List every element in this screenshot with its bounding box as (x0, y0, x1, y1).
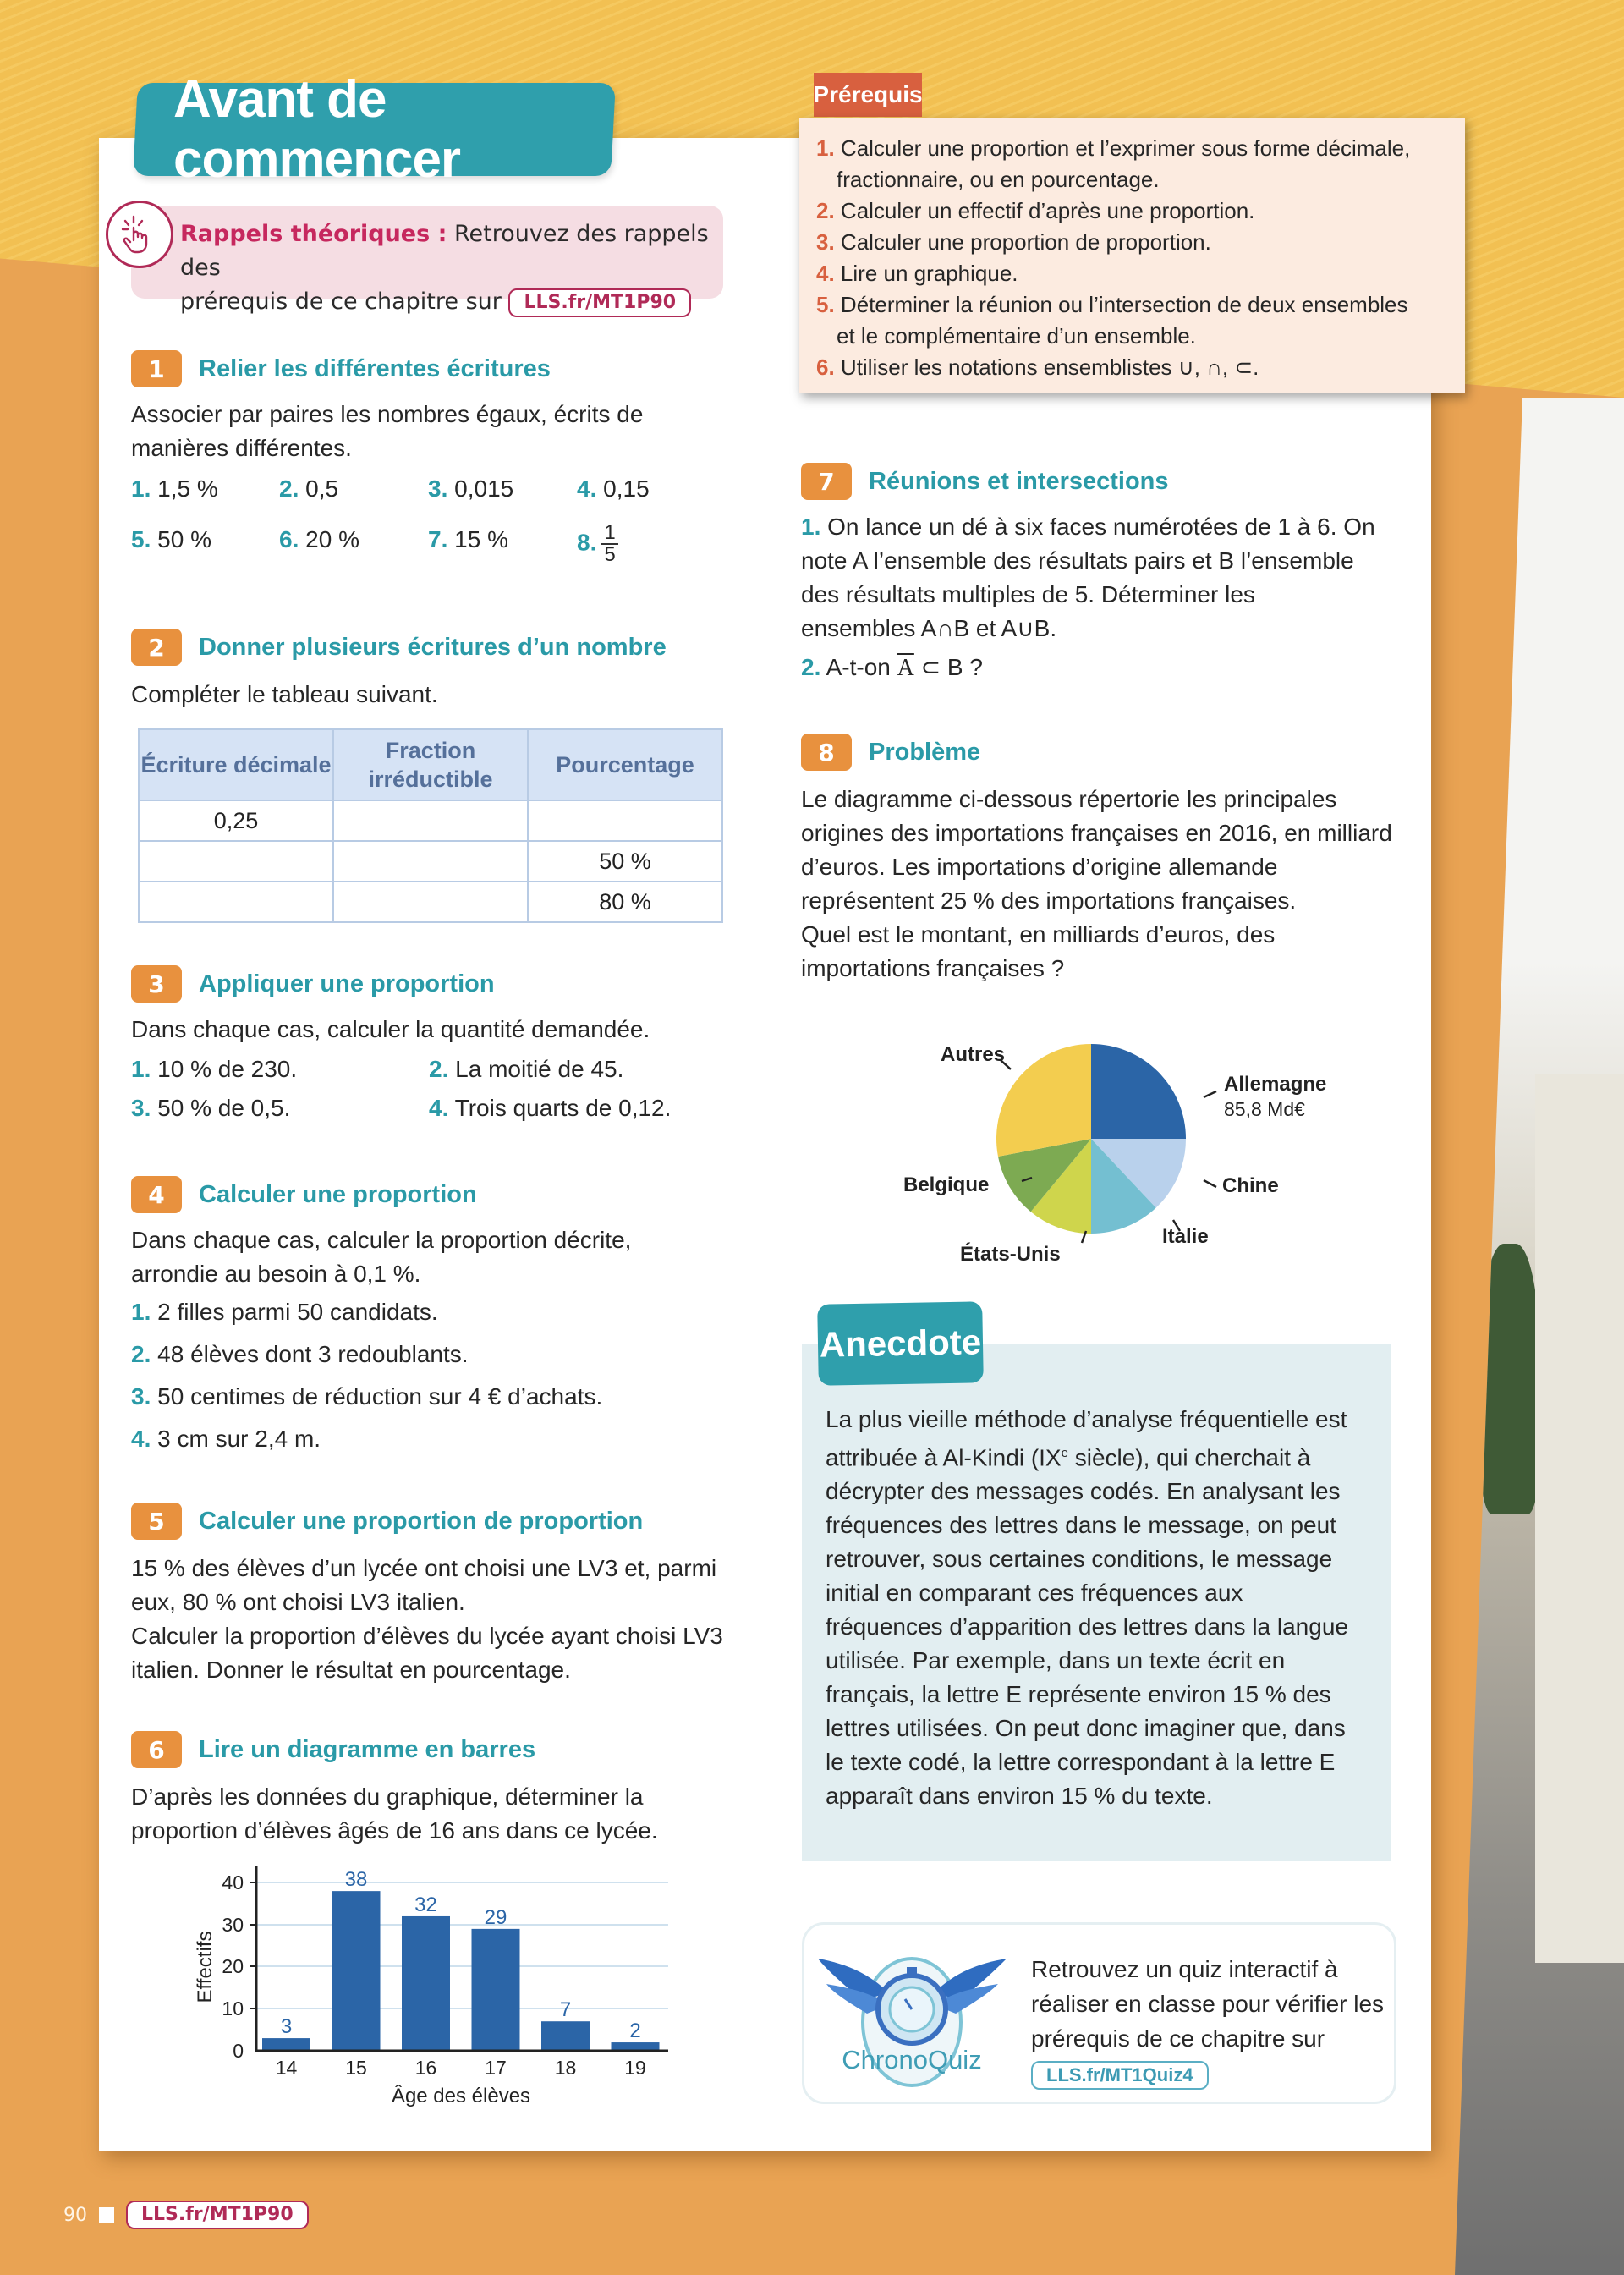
exercise-intro: D’après les données du graphique, déterminer la proportion d’élèves âgés de 16 ans dans ce lycée. (131, 1783, 658, 1844)
item: 8. $\frac{1}{5}$ (577, 523, 704, 565)
table-header: Fraction irréductible (333, 729, 528, 800)
chronoquiz-box (802, 1922, 1396, 2104)
prerequis-item: 1. Calculer une proportion et l’exprimer sous forme décimale, (816, 135, 1411, 161)
anecdote-tag: Anecdote (817, 1301, 984, 1385)
svg-text:30: 30 (222, 1914, 244, 1936)
square-icon (99, 2207, 114, 2223)
pie-slice (996, 1044, 1091, 1157)
question-1: 1. On lance un dé à six faces numérotées de 1 à 6. On note A l’ensemble des résultats pairs et B l’ensemble des résultats multiples de 5. Déterminer les ensembles A∩B et A∪B. (801, 514, 1375, 641)
exercise-3 (131, 965, 732, 1128)
rappels-box (131, 206, 723, 315)
rappels-text-2: prérequis de ce chapitre sur (180, 288, 509, 315)
exercise-items (131, 472, 732, 506)
rappels-link[interactable]: LLS.fr/MT1P90 (508, 288, 691, 317)
page-footer (63, 2201, 309, 2229)
fill-in-table (138, 728, 723, 923)
pie-slice (1091, 1044, 1186, 1139)
background-photo (1455, 398, 1624, 2275)
exercise-5 (131, 1503, 736, 1687)
rappels-label: Rappels théoriques : (180, 221, 447, 247)
chronoquiz-text: Retrouvez un quiz interactif à réaliser en classe pour vérifier les prérequis de ce chapitre sur LLS.fr/MT1Quiz4 (1031, 1952, 1394, 2091)
exercise-intro: Compléter le tableau suivant. (131, 681, 438, 707)
footer-link[interactable]: LLS.fr/MT1P90 (126, 2201, 309, 2229)
page-title-tab (133, 70, 616, 189)
question-2: 2. A-t-on $\overline{A}$ ⊂ B ? (801, 654, 983, 681)
fraction: $\frac{1}{5}$ (601, 523, 617, 565)
y-axis-label: Effectifs (194, 1931, 217, 2003)
svg-text:Italie: Italie (1162, 1225, 1209, 1248)
bar (262, 2038, 310, 2051)
page-number: 90 (63, 2204, 87, 2226)
exercise-intro: Dans chaque cas, calculer la proportion décrite, arrondie au besoin à 0,1 %. (131, 1227, 632, 1287)
svg-text:29: 29 (484, 1905, 508, 1929)
svg-text:40: 40 (222, 1871, 244, 1893)
svg-text:85,8 Md€: 85,8 Md€ (1224, 1098, 1305, 1120)
bar (541, 2021, 590, 2051)
item: 3. 50 centimes de réduction sur 4 € d’achats. (131, 1383, 603, 1410)
svg-text:38: 38 (344, 1868, 368, 1892)
svg-text:17: 17 (485, 2057, 507, 2079)
svg-text:0: 0 (233, 2040, 244, 2062)
exercise-items (131, 1050, 732, 1128)
item: 1. 1,5 % (131, 475, 218, 502)
bar-chart (186, 1857, 677, 2111)
exercise-number-badge: 8 (801, 734, 852, 771)
gridlines (257, 1882, 668, 2008)
exercise-title: Calculer une proportion (199, 1180, 477, 1208)
prerequis-item-cont: fractionnaire, ou en pourcentage. (837, 167, 1160, 192)
svg-text:Autres: Autres (941, 1043, 1006, 1066)
svg-text:Belgique: Belgique (903, 1173, 990, 1196)
table-header: Écriture décimale (139, 729, 333, 800)
pie-chart (880, 1032, 1336, 1278)
prerequis-item: 5. Déterminer la réunion ou l’intersection de deux ensembles (816, 292, 1408, 317)
pointing-hand-icon (106, 201, 173, 268)
exercise-number-badge: 1 (131, 350, 182, 387)
item: 1. 2 filles parmi 50 candidats. (131, 1299, 438, 1325)
exercise-items (131, 1291, 732, 1460)
y-ticks (222, 1871, 244, 2062)
exercise-title: Relier les différentes écritures (199, 354, 551, 382)
item: 1. 10 % de 230. (131, 1056, 298, 1082)
item: 4. 3 cm sur 2,4 m. (131, 1426, 321, 1452)
exercise-title: Calculer une proportion de proportion (199, 1507, 644, 1535)
exercise-7 (801, 463, 1393, 685)
exercise-8 (801, 734, 1402, 986)
x-ticks (276, 2057, 646, 2079)
exercise-number-badge: 4 (131, 1176, 182, 1213)
item: 6. 20 % (279, 526, 359, 552)
table-row: 0,25 (139, 800, 722, 841)
bar (332, 1891, 381, 2051)
exercise-text: Quel est le montant, en milliards d’euros, des importations françaises ? (801, 921, 1276, 981)
exercise-number-badge: 5 (131, 1503, 182, 1540)
item: 4. Trois quarts de 0,12. (429, 1095, 672, 1121)
svg-text:32: 32 (414, 1893, 437, 1916)
svg-text:États-Unis: États-Unis (960, 1243, 1061, 1266)
chronoquiz-link[interactable]: LLS.fr/MT1Quiz4 (1031, 2061, 1209, 2090)
exercise-number-badge: 3 (131, 965, 182, 1003)
item: 3. 50 % de 0,5. (131, 1095, 291, 1121)
prerequis-box (799, 118, 1465, 393)
svg-text:19: 19 (624, 2057, 646, 2079)
exercise-number-badge: 7 (801, 463, 852, 500)
exercise-4 (131, 1176, 732, 1460)
svg-text:2: 2 (629, 2019, 641, 2043)
page-title: Avant de commencer (173, 70, 461, 189)
prerequis-item: 6. Utiliser les notations ensemblistes ∪, ∩, ⊂. (816, 354, 1259, 380)
svg-text:15: 15 (345, 2057, 367, 2079)
item: 2. 0,5 (279, 475, 339, 502)
exercise-items (131, 523, 732, 565)
exercise-title: Réunions et intersections (869, 467, 1169, 495)
table-row: 50 % (139, 841, 722, 882)
exercise-number-badge: 2 (131, 629, 182, 666)
exercise-text: Calculer la proportion d’élèves du lycée ayant choisi LV3 italien. Donner le résultat en pourcentage. (131, 1623, 723, 1683)
item: 5. 50 % (131, 526, 211, 552)
svg-text:7: 7 (559, 1998, 572, 2022)
prerequis-item: 4. Lire un graphique. (816, 261, 1018, 286)
bar (472, 1929, 520, 2051)
svg-text:14: 14 (275, 2057, 298, 2079)
svg-text:Allemagne: Allemagne (1224, 1073, 1327, 1096)
svg-text:10: 10 (222, 1997, 244, 2019)
prerequis-tag: Prérequis (814, 73, 922, 117)
photo-tree (1480, 1244, 1539, 1514)
exercise-title: Appliquer une proportion (199, 970, 495, 997)
exercise-2 (131, 629, 732, 923)
x-axis-label: Âge des élèves (391, 2085, 531, 2107)
prerequis-item: 2. Calculer un effectif d’après une proportion. (816, 198, 1255, 223)
item: 2. La moitié de 45. (429, 1056, 624, 1082)
prerequis-item-cont: et le complémentaire d’un ensemble. (837, 323, 1196, 349)
item: 2. 48 élèves dont 3 redoublants. (131, 1341, 469, 1367)
exercise-1 (131, 350, 732, 565)
svg-text:20: 20 (222, 1955, 244, 1977)
svg-text:16: 16 (414, 2057, 437, 2079)
exercise-intro: Associer par paires les nombres égaux, écrits de manières différentes. (131, 401, 644, 461)
svg-text:Chine: Chine (1222, 1174, 1279, 1197)
svg-text:ChronoQuiz: ChronoQuiz (842, 2045, 982, 2074)
exercise-text: 15 % des élèves d’un lycée ont choisi une LV3 et, parmi eux, 80 % ont choisi LV3 italien. (131, 1555, 717, 1615)
photo-building (1535, 1074, 1624, 1963)
exercise-title: Problème (869, 738, 981, 766)
chronoquiz-logo-icon[interactable] (816, 1942, 1011, 2090)
item: 4. 0,15 (577, 475, 650, 502)
svg-text:3: 3 (280, 2015, 293, 2039)
anecdote-text: La plus vieille méthode d’analyse fréquentielle est attribuée à Al-Kindi (IX (826, 1406, 1347, 1471)
exercise-title: Lire un diagramme en barres (199, 1735, 536, 1763)
table-header: Pourcentage (528, 729, 722, 800)
exercise-6 (131, 1731, 736, 1848)
exercise-intro: Dans chaque cas, calculer la quantité demandée. (131, 1016, 650, 1042)
prerequis-item: 3. Calculer une proportion de proportion. (816, 229, 1211, 255)
item: 7. 15 % (428, 526, 508, 552)
table-row: 80 % (139, 882, 722, 922)
item: 3. 0,015 (428, 475, 514, 502)
bars (262, 1891, 660, 2051)
anecdote-box: La plus vieille méthode d’analyse fréquentielle est attribuée à Al-Kindi (IXe siècle), qui cherchait à décrypter des messages codés. En analysant les fréquences des lettres dans le message, on peut retrouver, sous certaines conditions, le message initial en comparant ces fréquences aux fréquences d’apparition des lettres dans la langue utilisée. Par exemple, dans un texte écrit en français, la lettre E représente environ 15 % des lettres utilisées. On peut donc imaginer que, dans le texte codé, la lettre correspondant à la lettre E apparaît dans environ 15 % du texte. (802, 1344, 1391, 1861)
svg-text:18: 18 (554, 2057, 577, 2079)
exercise-title: Donner plusieurs écritures d’un nombre (199, 633, 667, 661)
rappels-text: Retrouvez des rappels des (180, 221, 709, 281)
bar (402, 1916, 450, 2051)
exercise-text: Le diagramme ci-dessous répertorie les principales origines des importations françaises en 2016, en milliard d’euros. Les importations d’origine allemande représentent 25 % des importations françaises. (801, 786, 1392, 914)
exercise-number-badge: 6 (131, 1731, 182, 1768)
